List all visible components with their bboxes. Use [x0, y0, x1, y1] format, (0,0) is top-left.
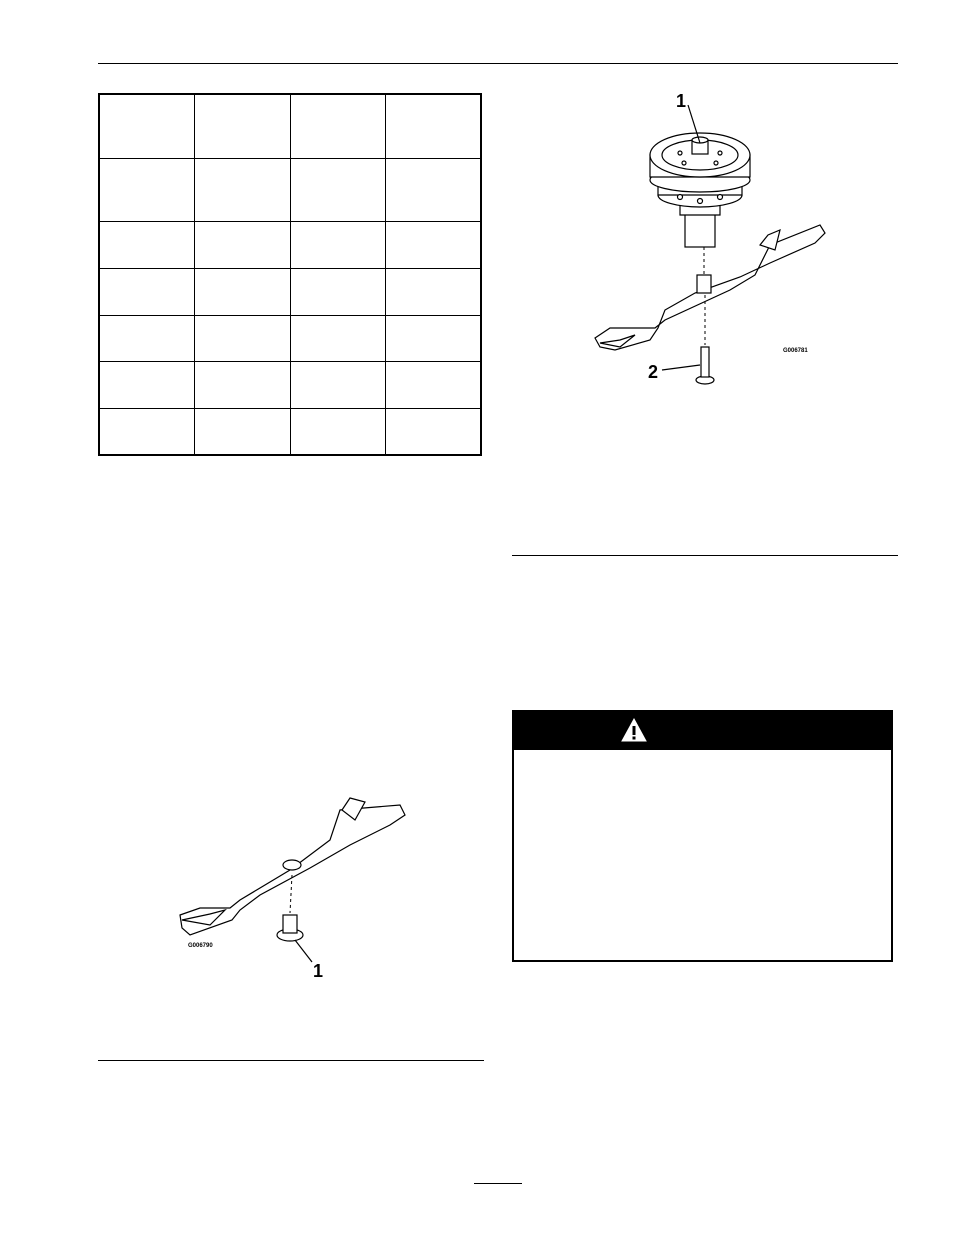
table-cell	[195, 268, 291, 315]
callout-2: 2	[648, 362, 659, 382]
table-cell	[195, 221, 291, 268]
table-cell	[99, 408, 195, 455]
table-cell	[386, 408, 482, 455]
spec-table	[98, 93, 482, 456]
table-cell	[99, 361, 195, 408]
footer-rule	[474, 1183, 522, 1184]
table-cell	[195, 94, 291, 158]
table-cell	[290, 315, 386, 361]
table-cell	[195, 361, 291, 408]
table-cell	[290, 221, 386, 268]
table-cell	[290, 361, 386, 408]
table-cell	[386, 361, 482, 408]
table-cell	[386, 221, 482, 268]
table-cell	[290, 94, 386, 158]
table-cell	[99, 221, 195, 268]
table-cell	[99, 94, 195, 158]
table-cell	[290, 408, 386, 455]
table-cell	[99, 268, 195, 315]
table-cell	[99, 158, 195, 221]
callout-1: 1	[313, 961, 324, 981]
table-cell	[99, 315, 195, 361]
spindle-blade-figure	[580, 85, 840, 395]
figure-code: G006790	[188, 943, 213, 949]
table-cell	[386, 94, 482, 158]
header-rule	[98, 63, 898, 64]
table-cell	[386, 158, 482, 221]
warning-header	[514, 712, 891, 750]
callout-1: 1	[676, 91, 687, 111]
table-cell	[195, 408, 291, 455]
table-cell	[195, 315, 291, 361]
warning-box	[512, 710, 893, 962]
warning-triangle-icon	[620, 717, 648, 743]
blade-hub-figure	[170, 780, 420, 990]
table-cell	[195, 158, 291, 221]
section-rule-right	[512, 555, 898, 556]
table-cell	[386, 268, 482, 315]
section-rule-left	[98, 1060, 484, 1061]
table-cell	[386, 315, 482, 361]
table-cell	[290, 268, 386, 315]
figure-code: G006781	[783, 348, 808, 354]
table-cell	[290, 158, 386, 221]
